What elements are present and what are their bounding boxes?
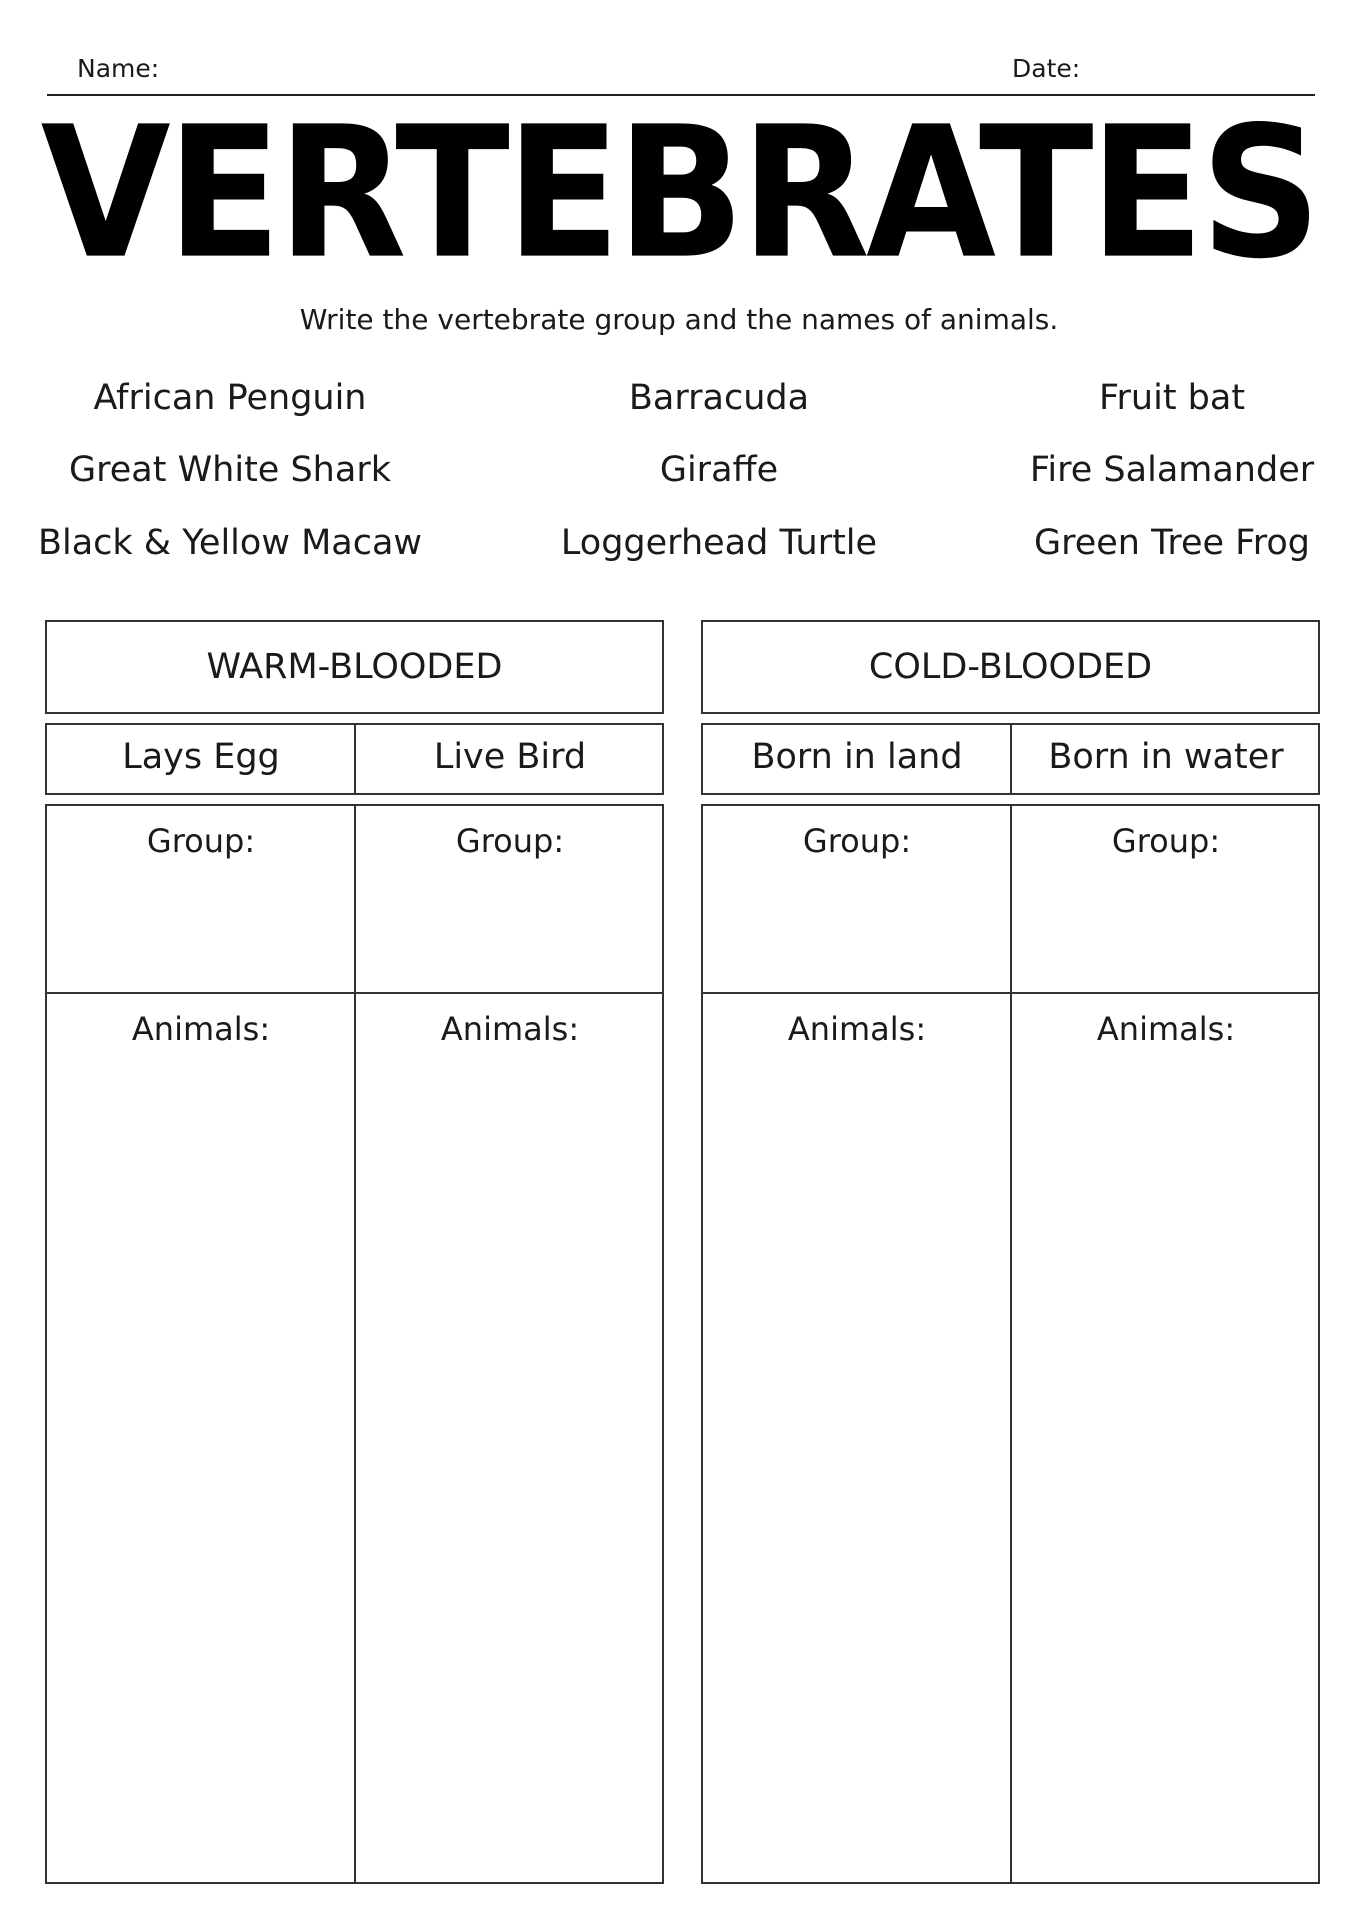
animal-name: African Penguin [93, 378, 367, 418]
animals-label-live-bird: Animals: [440, 1010, 580, 1048]
animals-label-born-in-water: Animals: [1096, 1010, 1236, 1048]
group-label-live-bird: Group: [455, 822, 565, 860]
animals-label-lays-egg: Animals: [131, 1010, 271, 1048]
warm-subheading-box [45, 723, 664, 795]
warm-answer-grid [45, 804, 664, 1884]
animal-name: Great White Shark [69, 450, 391, 490]
born-in-land-heading: Born in land [751, 737, 963, 777]
row-divider [703, 992, 1318, 994]
date-label: Date: [1012, 54, 1081, 83]
group-label-born-in-water: Group: [1111, 822, 1221, 860]
animal-name: Barracuda [628, 378, 810, 418]
name-label: Name: [77, 54, 160, 83]
animal-name: Green Tree Frog [1033, 523, 1310, 563]
lays-egg-heading: Lays Egg [122, 737, 280, 777]
instruction-text: Write the vertebrate group and the names of animals. [299, 303, 1059, 336]
column-divider [1010, 806, 1012, 1882]
cold-blooded-heading: COLD-BLOODED [868, 647, 1153, 687]
cold-subheading-box [701, 723, 1320, 795]
group-label-lays-egg: Group: [146, 822, 256, 860]
column-divider [354, 806, 356, 1882]
warm-blooded-heading: WARM-BLOODED [206, 647, 503, 687]
animal-name: Black & Yellow Macaw [37, 523, 423, 563]
animal-name: Loggerhead Turtle [560, 523, 878, 563]
live-bird-heading: Live Bird [433, 737, 587, 777]
born-in-water-heading: Born in water [1048, 737, 1284, 777]
animal-name: Fruit bat [1098, 378, 1246, 418]
cold-answer-grid [701, 804, 1320, 1884]
group-label-born-in-land: Group: [802, 822, 912, 860]
animal-name: Giraffe [659, 450, 779, 490]
animal-name: Fire Salamander [1029, 450, 1315, 490]
animals-label-born-in-land: Animals: [787, 1010, 927, 1048]
page-title: VERTEBRATES [40, 87, 1318, 299]
cold-blooded-heading-box [701, 620, 1320, 714]
row-divider [47, 992, 662, 994]
warm-blooded-heading-box [45, 620, 664, 714]
